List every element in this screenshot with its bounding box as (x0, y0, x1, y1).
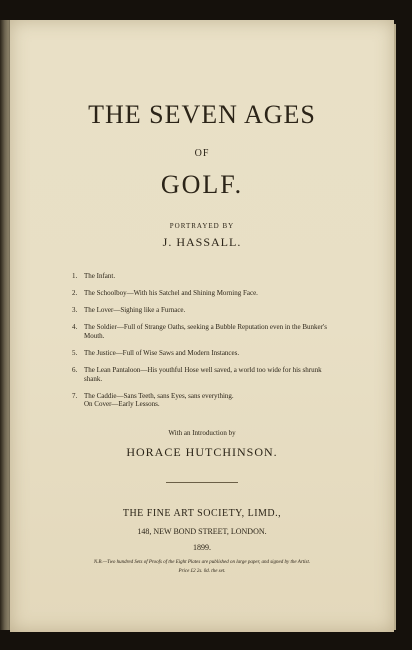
cover-note: On Cover—Early Lessons. (84, 400, 160, 408)
list-item-number: 7. (72, 392, 78, 400)
list-item (72, 289, 328, 298)
introduction-label: With an Introduction by (168, 429, 236, 437)
list-item-text: The Soldier—Full of Strange Oaths, seeking a Bubble Reputation even in the Bunker's Mouth. (84, 323, 327, 340)
list-item-text: The Schoolboy—With his Satchel and Shining Morning Face. (84, 289, 258, 297)
introduction-author: HORACE HUTCHINSON. (126, 445, 278, 459)
list-item (72, 272, 328, 281)
list-item (72, 349, 328, 358)
list-item-text: The Infant. (84, 272, 116, 280)
title-page (10, 20, 394, 632)
title-line-1: THE SEVEN AGES (88, 100, 316, 129)
list-item-number: 2. (72, 289, 78, 297)
list-item-number: 3. (72, 306, 78, 314)
title-line-2: GOLF. (160, 170, 244, 199)
list-item-text: The Lover—Sighing like a Furnace. (84, 306, 186, 314)
list-item-text: The Justice—Full of Wise Saws and Modern Instances. (84, 349, 240, 357)
list-item-number: 5. (72, 349, 78, 357)
list-item-number: 4. (72, 323, 78, 331)
price-note: Price £2 2s. 0d. the set. (178, 569, 226, 574)
publisher-address: 148, NEW BOND STREET, LONDON. (137, 527, 267, 536)
publication-year: 1899. (193, 543, 211, 552)
ages-list (72, 272, 328, 409)
artist-name: J. HASSALL. (162, 235, 242, 249)
list-item (72, 306, 328, 315)
divider (166, 482, 238, 483)
list-item-text: The Lean Pantaloon—His youthful Hose well saved, a world too wide for his shrunk shank. (84, 366, 322, 383)
list-item (72, 366, 328, 384)
portrayed-by-label: PORTRAYED BY (169, 222, 235, 230)
list-item-number: 1. (72, 272, 78, 280)
proofs-note: N.B.—Two hundred Sets of Proofs of the Eight Plates are published on large paper, and signed by the Artist. (93, 560, 311, 565)
publisher-name: THE FINE ART SOCIETY, LIMD., (122, 508, 282, 519)
title-of: OF (194, 148, 210, 159)
list-item-number: 6. (72, 366, 78, 374)
list-item-text: The Caddie—Sans Teeth, sans Eyes, sans everything. (84, 392, 234, 400)
list-item (72, 323, 328, 341)
